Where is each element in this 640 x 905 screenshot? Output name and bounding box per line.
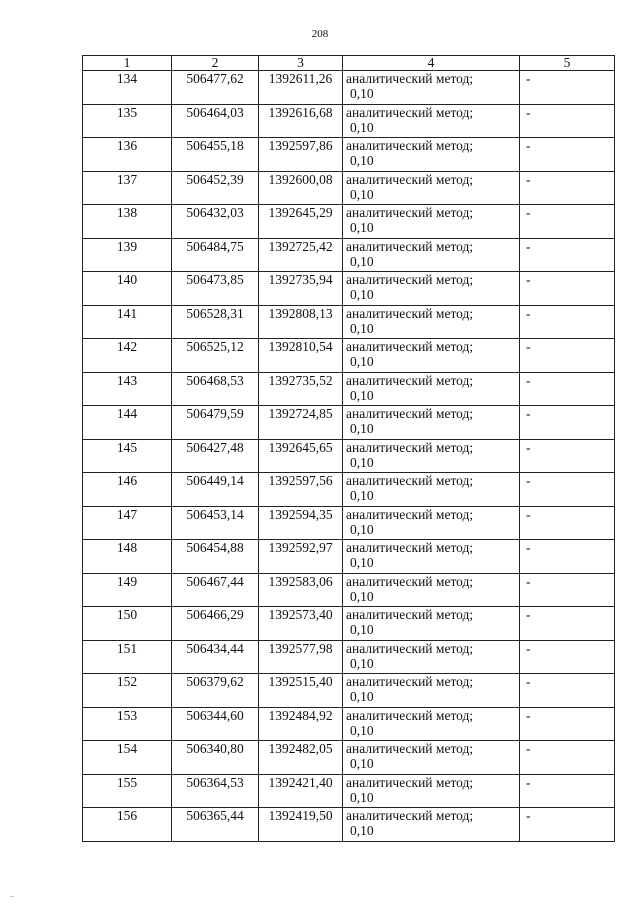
point-number-cell: 150 [83,607,172,641]
table-row [83,741,615,775]
method-cell [343,104,520,138]
y-coordinate-cell: 1392735,94 [259,272,343,306]
method-text: аналитический метод; [346,473,474,488]
method-cell [343,171,520,205]
note-cell: - [520,406,615,440]
table-body [83,71,615,842]
table-row [83,473,615,507]
accuracy-value: 0,10 [350,387,374,403]
y-coordinate-cell: 1392597,86 [259,138,343,172]
y-coordinate-cell: 1392594,35 [259,506,343,540]
method-cell [343,506,520,540]
y-coordinate-cell: 1392600,08 [259,171,343,205]
point-number-cell: 141 [83,305,172,339]
method-cell [343,774,520,808]
method-cell [343,540,520,574]
note-cell: - [520,808,615,842]
method-text: аналитический метод; [346,238,474,254]
table-row [83,205,615,239]
note-cell: - [520,573,615,607]
y-coordinate-cell: 1392484,92 [259,707,343,741]
header-row [83,56,615,71]
method-cell [343,406,520,440]
accuracy-value: 0,10 [350,86,374,101]
y-coordinate-cell: 1392583,06 [259,573,343,607]
accuracy-value: 0,10 [350,622,374,637]
coordinates-table [82,55,615,842]
accuracy-value: 0,10 [350,119,374,135]
page-number: 208 [311,28,329,40]
x-coordinate-cell: 506449,14 [172,473,259,507]
point-number-cell: 145 [83,439,172,473]
header-col-5: 5 [520,56,615,71]
y-coordinate-cell: 1392645,29 [259,205,343,239]
method-cell [343,473,520,507]
x-coordinate-cell: 506427,48 [172,439,259,473]
accuracy-value: 0,10 [350,186,374,202]
method-cell [343,808,520,842]
table-row [83,372,615,406]
point-number-cell: 135 [83,104,172,138]
method-text: аналитический метод; [346,205,474,220]
header-col-1: 1 [83,56,172,71]
note-cell: - [520,71,615,105]
y-coordinate-cell: 1392592,97 [259,540,343,574]
method-text: аналитический метод; [346,674,474,689]
note-cell: - [520,171,615,205]
table-header [83,56,615,71]
method-text: аналитический метод; [346,741,474,756]
footer-mark: .. [10,890,14,899]
point-number-cell: 146 [83,473,172,507]
method-text: аналитический метод; [346,573,474,589]
table-row [83,439,615,473]
y-coordinate-cell: 1392482,05 [259,741,343,775]
x-coordinate-cell: 506468,53 [172,372,259,406]
x-coordinate-cell: 506365,44 [172,808,259,842]
table-row [83,774,615,808]
x-coordinate-cell: 506340,80 [172,741,259,775]
x-coordinate-cell: 506528,31 [172,305,259,339]
point-number-cell: 143 [83,372,172,406]
y-coordinate-cell: 1392421,40 [259,774,343,808]
y-coordinate-cell: 1392573,40 [259,607,343,641]
x-coordinate-cell: 506477,62 [172,71,259,105]
point-number-cell: 139 [83,238,172,272]
point-number-cell: 138 [83,205,172,239]
accuracy-value: 0,10 [350,488,374,503]
note-cell: - [520,305,615,339]
method-cell [343,674,520,708]
x-coordinate-cell: 506434,44 [172,640,259,674]
note-cell: - [520,372,615,406]
method-text: аналитический метод; [346,439,474,455]
method-cell [343,573,520,607]
table-row [83,573,615,607]
method-text: аналитический метод; [346,171,474,187]
accuracy-value: 0,10 [350,454,374,470]
table-row [83,540,615,574]
point-number-cell: 156 [83,808,172,842]
point-number-cell: 137 [83,171,172,205]
table-row [83,808,615,842]
point-number-cell: 149 [83,573,172,607]
table-row [83,607,615,641]
note-cell: - [520,138,615,172]
header-col-3: 3 [259,56,343,71]
note-cell: - [520,473,615,507]
table-row [83,171,615,205]
note-cell: - [520,205,615,239]
method-text: аналитический метод; [346,808,474,823]
accuracy-value: 0,10 [350,689,374,704]
method-text: аналитический метод; [346,71,474,86]
accuracy-value: 0,10 [350,421,374,436]
y-coordinate-cell: 1392616,68 [259,104,343,138]
method-cell [343,339,520,373]
point-number-cell: 152 [83,674,172,708]
y-coordinate-cell: 1392735,52 [259,372,343,406]
x-coordinate-cell: 506454,88 [172,540,259,574]
note-cell: - [520,339,615,373]
point-number-cell: 153 [83,707,172,741]
x-coordinate-cell: 506453,14 [172,506,259,540]
point-number-cell: 136 [83,138,172,172]
table-row [83,104,615,138]
table-row [83,674,615,708]
table-row [83,339,615,373]
note-cell: - [520,272,615,306]
method-cell [343,305,520,339]
accuracy-value: 0,10 [350,722,374,738]
note-cell: - [520,607,615,641]
x-coordinate-cell: 506432,03 [172,205,259,239]
y-coordinate-cell: 1392808,13 [259,305,343,339]
method-cell [343,640,520,674]
point-number-cell: 151 [83,640,172,674]
accuracy-value: 0,10 [350,823,374,838]
method-cell [343,71,520,105]
point-number-cell: 147 [83,506,172,540]
y-coordinate-cell: 1392724,85 [259,406,343,440]
accuracy-value: 0,10 [350,588,374,604]
method-text: аналитический метод; [346,640,474,656]
method-text: аналитический метод; [346,707,474,723]
x-coordinate-cell: 506467,44 [172,573,259,607]
method-cell [343,138,520,172]
method-text: аналитический метод; [346,138,474,153]
x-coordinate-cell: 506452,39 [172,171,259,205]
note-cell: - [520,506,615,540]
method-text: аналитический метод; [346,607,474,622]
note-cell: - [520,104,615,138]
method-cell [343,707,520,741]
method-cell [343,741,520,775]
y-coordinate-cell: 1392810,54 [259,339,343,373]
table-row [83,238,615,272]
accuracy-value: 0,10 [350,287,374,302]
x-coordinate-cell: 506364,53 [172,774,259,808]
header-col-4: 4 [343,56,520,71]
y-coordinate-cell: 1392577,98 [259,640,343,674]
note-cell: - [520,774,615,808]
point-number-cell: 148 [83,540,172,574]
y-coordinate-cell: 1392725,42 [259,238,343,272]
method-cell [343,607,520,641]
x-coordinate-cell: 506455,18 [172,138,259,172]
x-coordinate-cell: 506464,03 [172,104,259,138]
table-row [83,707,615,741]
method-text: аналитический метод; [346,506,474,522]
table-row [83,138,615,172]
accuracy-value: 0,10 [350,253,374,269]
point-number-cell: 142 [83,339,172,373]
method-cell [343,205,520,239]
accuracy-value: 0,10 [350,153,374,168]
header-col-2: 2 [172,56,259,71]
note-cell: - [520,640,615,674]
note-cell: - [520,741,615,775]
method-text: аналитический метод; [346,372,474,388]
method-text: аналитический метод; [346,305,474,321]
point-number-cell: 140 [83,272,172,306]
x-coordinate-cell: 506379,62 [172,674,259,708]
y-coordinate-cell: 1392419,50 [259,808,343,842]
method-cell [343,238,520,272]
accuracy-value: 0,10 [350,220,374,235]
x-coordinate-cell: 506525,12 [172,339,259,373]
method-text: аналитический метод; [346,774,474,790]
accuracy-value: 0,10 [350,756,374,771]
table-row [83,71,615,105]
accuracy-value: 0,10 [350,655,374,671]
table-row [83,406,615,440]
y-coordinate-cell: 1392645,65 [259,439,343,473]
method-text: аналитический метод; [346,339,474,354]
table-row [83,305,615,339]
x-coordinate-cell: 506473,85 [172,272,259,306]
x-coordinate-cell: 506466,29 [172,607,259,641]
note-cell: - [520,540,615,574]
note-cell: - [520,238,615,272]
method-text: аналитический метод; [346,540,474,555]
method-text: аналитический метод; [346,272,474,287]
point-number-cell: 144 [83,406,172,440]
point-number-cell: 155 [83,774,172,808]
method-cell [343,272,520,306]
y-coordinate-cell: 1392515,40 [259,674,343,708]
x-coordinate-cell: 506344,60 [172,707,259,741]
y-coordinate-cell: 1392611,26 [259,71,343,105]
accuracy-value: 0,10 [350,354,374,369]
table-row [83,272,615,306]
note-cell: - [520,707,615,741]
accuracy-value: 0,10 [350,555,374,570]
x-coordinate-cell: 506479,59 [172,406,259,440]
point-number-cell: 154 [83,741,172,775]
method-text: аналитический метод; [346,406,474,421]
point-number-cell: 134 [83,71,172,105]
x-coordinate-cell: 506484,75 [172,238,259,272]
note-cell: - [520,674,615,708]
accuracy-value: 0,10 [350,320,374,336]
y-coordinate-cell: 1392597,56 [259,473,343,507]
accuracy-value: 0,10 [350,789,374,805]
note-cell: - [520,439,615,473]
table-row [83,506,615,540]
accuracy-value: 0,10 [350,521,374,537]
method-cell [343,439,520,473]
table-row [83,640,615,674]
method-cell [343,372,520,406]
method-text: аналитический метод; [346,104,474,120]
